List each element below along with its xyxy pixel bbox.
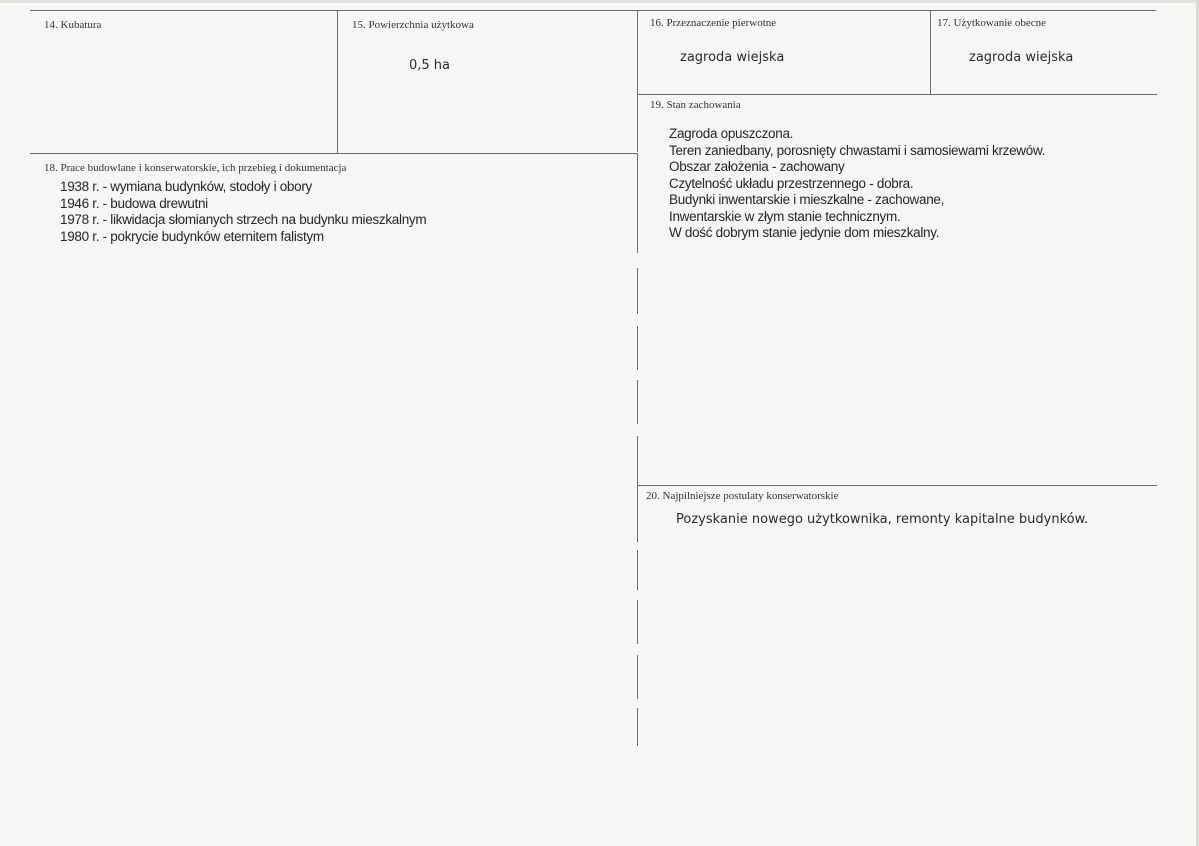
center-divider-seg — [637, 380, 638, 424]
line-above-20 — [637, 485, 1157, 486]
field-19-label: 19. Stan zachowania — [650, 99, 741, 111]
center-divider-seg — [637, 153, 638, 253]
field-16-label: 16. Przeznaczenie pierwotne — [650, 17, 777, 29]
field-14-label: 14. Kubatura — [44, 19, 102, 31]
field-20-label: 20. Najpilniejsze postulaty konserwatorskie — [646, 490, 839, 502]
field-18-label: 18. Prace budowlane i konserwatorskie, ich przebieg i dokumentacja — [44, 162, 347, 174]
field-18-line: 1938 r. - wymiana budynków, stodoły i obory — [60, 179, 312, 194]
field-18-line: 1980 r. - pokrycie budynków eternitem falistym — [60, 228, 324, 244]
field-19-text — [669, 126, 1045, 242]
field-19-line: Obszar założenia - zachowany — [669, 159, 845, 174]
center-divider-seg — [637, 708, 638, 746]
field-19-line: Inwentarskie w złym stanie technicznym. — [669, 208, 901, 224]
divider-16-17 — [930, 10, 931, 94]
field-15-label: 15. Powierzchnia użytkowa — [352, 19, 474, 31]
center-divider-seg — [637, 550, 638, 590]
field-20-value: Pozyskanie nowego użytkownika, remonty kapitalne budynków. — [676, 512, 1089, 527]
line-under-14-15 — [30, 153, 638, 154]
field-18-text — [60, 179, 426, 245]
divider-15-16 — [637, 10, 638, 152]
center-divider-seg — [637, 486, 638, 542]
field-17-label: 17. Użytkowanie obecne — [937, 17, 1047, 29]
field-15-value: 0,5 ha — [409, 58, 451, 73]
center-divider-seg — [637, 655, 638, 699]
field-19-line: W dość dobrym stanie jedynie dom mieszkalny. — [669, 225, 940, 240]
center-divider-seg — [637, 436, 638, 486]
field-19-line: Zagroda opuszczona. — [669, 126, 794, 141]
field-18-line: 1946 r. - budowa drewutni — [60, 195, 208, 211]
field-19-line: Budynki inwentarskie i mieszkalne - zachowane, — [669, 192, 945, 207]
center-divider-seg — [637, 268, 638, 314]
line-under-16-17 — [637, 94, 1157, 95]
scan-top-edge — [0, 0, 1199, 3]
field-16-value: zagroda wiejska — [680, 50, 785, 65]
field-18-line: 1978 r. - likwidacja słomianych strzech na budynku mieszkalnym — [60, 212, 427, 227]
field-19-line: Teren zaniedbany, porosnięty chwastami i samosiewami krzewów. — [669, 142, 1046, 158]
center-divider-seg — [637, 600, 638, 644]
divider-14-15 — [337, 10, 338, 153]
field-17-value: zagroda wiejska — [969, 50, 1074, 65]
field-19-line: Czytelność układu przestrzennego - dobra. — [669, 175, 914, 191]
center-divider-seg — [637, 326, 638, 370]
top-border-line — [30, 10, 1156, 11]
